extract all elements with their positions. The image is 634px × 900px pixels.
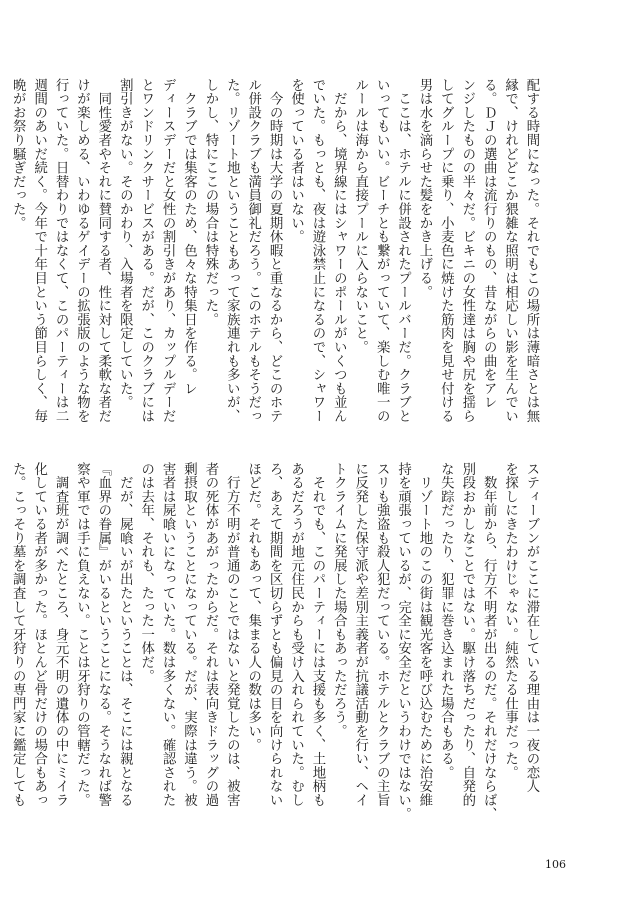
top-text-line: ここは、ホテルに併設されたプールバーだ。クラブと xyxy=(395,78,411,423)
page-number: 106 xyxy=(545,858,566,871)
bottom-text-line: スティーブンがここに滞在している理由は一夜の恋人 xyxy=(524,462,539,794)
bottom-text-line: あるだろうが地元住民からも受け入れられていた。むし xyxy=(288,462,304,807)
top-text-line: を使っている者はいない。 xyxy=(288,78,304,244)
top-text-line: ディースデーだと女性の割引きがあり、カップルデーだ xyxy=(160,78,176,423)
top-text-line: ル併設クラブも満員御礼だろう。このホテルもそうだっ xyxy=(245,78,261,423)
top-text-line: でいた。もっとも、夜は遊泳禁止になるので、シャワー xyxy=(309,78,325,423)
bottom-text-line: 数年前から、行方不明者が出るのだ。それだけならば、 xyxy=(481,462,497,821)
top-text-line: しかし、特にここの場合は特殊だった。 xyxy=(202,78,218,327)
top-text-line: 割引きがない。そのかわり、入場者を限定していた。 xyxy=(117,78,133,410)
top-text-line: 今の時期は大学の夏期休暇と重なるから、どこのホテ xyxy=(267,78,283,423)
bottom-text-line: トクライムに発展した場合もあっただろう。 xyxy=(331,462,347,738)
top-text-line: 縁で、けれどどこか猥雑な照明は相応しい影を生んでい xyxy=(502,78,518,423)
bottom-text-line: を探しにきたわけじゃない。純然たる仕事だった。 xyxy=(502,462,518,780)
bottom-text-line: それでも、このパーティーには支援も多く、土地柄も xyxy=(309,462,325,807)
bottom-text-line: 害者は屍喰いになっていた。数は多くない。確認された xyxy=(160,462,176,807)
bottom-text-line: リゾート地のこの街は観光客を呼び込むために治安維 xyxy=(416,462,432,807)
top-text-line: 晩がお祭り騒ぎだった。 xyxy=(10,78,26,230)
top-text-line: た。リゾート地ということもあって家族連れも多いが、 xyxy=(224,78,240,423)
top-text-line: だから、境界線にはシャワーのポールがいくつも並ん xyxy=(331,78,347,423)
bottom-text-line: た。こっそり墓を調査して牙狩りの専門家に鑑定しても xyxy=(10,462,26,807)
top-text-line: ンジしたものの半々だ。ビキニの女性達は胸や尻を揺ら xyxy=(459,78,475,423)
bottom-text-line: 剰摂取ということになっている。だが、実際は違う。被 xyxy=(181,462,197,807)
top-text-line: とワンドリンクサービスがある。だが、このクラブには xyxy=(138,78,154,423)
bottom-text-line: 行方不明が普通のことではないと発覚したのは、被害 xyxy=(224,462,240,807)
top-text-line: 同性愛者やそれに賛同する者、性に対して柔軟な者だ xyxy=(95,78,111,423)
bottom-text-line: ろ、あえて期間を区切らずとも偏見の目を向けられない xyxy=(267,462,283,807)
top-text-line: る。ＤＪの選曲は流行りのもの、昔ながらの曲をアレ xyxy=(481,78,497,410)
top-text-block xyxy=(7,78,542,450)
bottom-text-line: な失踪だったり、犯罪に巻き込まれた場合もある。 xyxy=(438,462,454,780)
bottom-text-line: 化している者が多かった。ほとんど骨だけの場合もあっ xyxy=(31,462,47,807)
bottom-text-line: のは去年、それも、たった一体だ。 xyxy=(138,462,154,683)
top-text-line: クラブでは集客のため、色々な特集日を作る。レ xyxy=(181,78,197,396)
top-text-line: 配する時間になった。それでもこの場所は薄暗さとは無 xyxy=(524,78,539,423)
bottom-text-line: ほどだ。それもあって、集まる人の数は多い。 xyxy=(245,462,261,752)
bottom-text-line: 者の死体があがったからだ。それは表向きドラッグの過 xyxy=(202,462,218,807)
top-text-line: 週間のあいだ続く。今年で十年目という節目らしく、毎 xyxy=(31,78,47,423)
top-text-line: いってもいい。ビーチとも繋がっていて、楽しむ唯一の xyxy=(374,78,390,423)
bottom-text-line: だが、屍喰いが出たということは、そこには親となる xyxy=(117,462,133,807)
bottom-text-line: 察や軍では手に負えない。ことは牙狩りの管轄だった。 xyxy=(74,462,90,807)
top-text-line: 行っていた。日替わりではなくて、このパーティーは二 xyxy=(53,78,69,423)
bottom-text-line: 『血界の眷属』がいるということになる。そうなれば警 xyxy=(95,462,111,807)
bottom-text-line: 持を頑張っているが、完全に安全だというわけではない。 xyxy=(395,462,411,821)
top-text-line: 男は水を滴らせた髪をかき上げる。 xyxy=(416,78,432,299)
bottom-text-line: スリも強盗も殺人犯だっている。ホテルとクラブの主旨 xyxy=(374,462,390,807)
top-text-line: けが楽しめる、いわゆるゲイデーの拡張版のような物を xyxy=(74,78,90,423)
bottom-text-line: 調査班が調べたところ、身元不明の遺体の中にミイラ xyxy=(53,462,69,807)
top-text-line: してグループに乗り、小麦色に焼けた筋肉を見せ付ける xyxy=(438,78,454,423)
bottom-text-block xyxy=(7,462,542,834)
bottom-text-line: 別段おかしなことではない。駆け落ちだったり、自発的 xyxy=(459,462,475,807)
bottom-text-line: に反発した保守派や差別主義者が抗議活動を行い、ヘイ xyxy=(352,462,368,807)
top-text-line: ルールは海から直接プールに入らないこと。 xyxy=(352,78,368,354)
